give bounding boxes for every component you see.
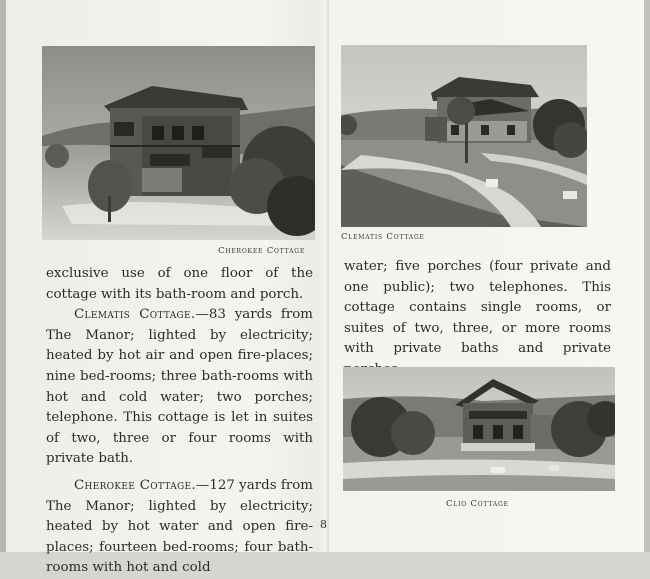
left-paragraph-continuation: exclusive use of one floor of the cottage with its bath-room and porch. [46,266,313,302]
right-paragraph-continuation: water; five porches (four private and one public); two telephones. This cottage contains single rooms, or suites of two, three, or more rooms with private baths and private [344,259,611,357]
clematis-description: —83 yards from The Manor; lighted by electricity; heated by hot air and open fire-places; nine bed-rooms; three bath-rooms with hot and cold water; two porches; telephone. This cottage is let in suites of two, three or four rooms with private bath. [46,307,314,467]
clematis-cottage-caption: Clematis Cottage [341,232,425,242]
clematis-cottage-photo [341,45,587,227]
cherokee-heading: Cherokee Cottage. [74,477,196,493]
clio-cottage-caption: Clio Cottage [446,499,509,509]
right-page-edge [644,0,650,552]
clio-cottage-photo [343,367,615,491]
left-column-text [46,264,313,579]
right-column-text [344,257,611,381]
page-number: 8 [320,518,327,531]
clematis-heading: Clematis Cottage. [74,307,196,323]
cherokee-cottage-photo [42,46,315,240]
cherokee-cottage-caption: Cherokee Cottage [218,246,306,256]
cherokee-description: —127 yards from The Manor; lighted by electricity; heated by hot water and open fire-places; fourteen bed-rooms; four bath-rooms with hot and cold [46,477,313,576]
book-gutter [327,0,329,552]
left-page-edge [0,0,6,552]
clematis-paragraph [46,305,313,470]
cherokee-paragraph [46,476,313,579]
